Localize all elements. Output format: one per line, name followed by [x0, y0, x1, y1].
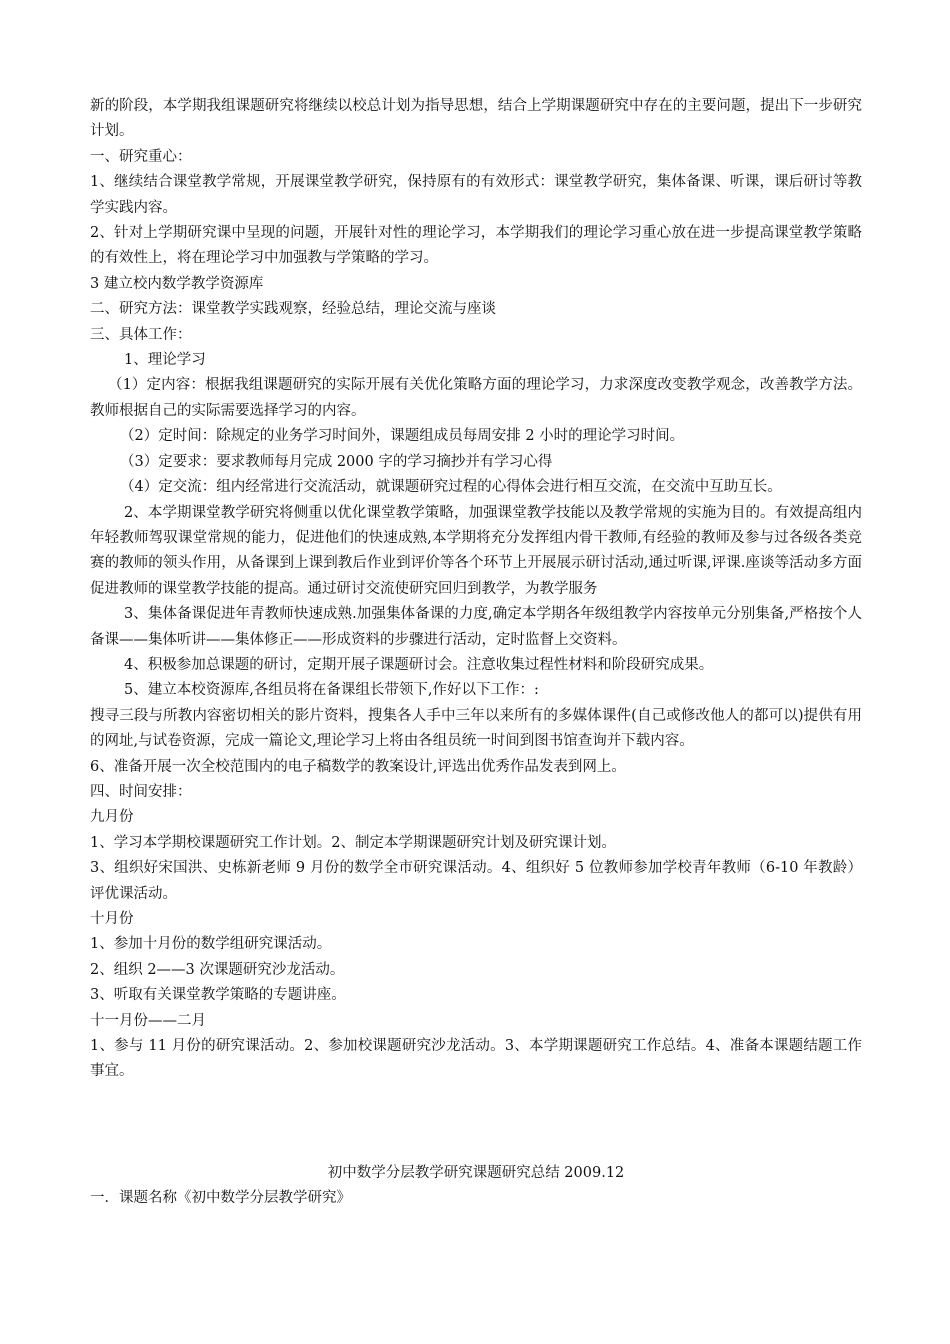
- paragraph: （3）定要求：要求教师每月完成 2000 字的学习摘抄并有学习心得: [120, 453, 553, 470]
- paragraph: 搜寻三段与所教内容密切相关的影片资料，搜集各人手中三年以来所有的多媒体课件(自己或修改他人的都可以)提供有用的网址,与试卷资源，完成一篇论文,理论学习上将由各组员统一时间到图书馆查询并下载内容。: [90, 707, 862, 750]
- summary-title: 初中数学分层教学研究课题研究总结 2009.12: [327, 1164, 625, 1181]
- paragraph: 1、参加十月份的数学组研究课活动。: [90, 936, 332, 953]
- paragraph: 3、听取有关课堂教学策略的专题讲座。: [90, 987, 346, 1004]
- paragraph: 十一月份——二月: [90, 1012, 206, 1029]
- section-gap: [90, 1085, 862, 1161]
- summary-item: 一．课题名称《初中数学分层教学研究》: [90, 1190, 351, 1207]
- paragraph: 四、时间安排：: [90, 783, 192, 800]
- paragraph: 2、针对上学期研究课中呈现的问题，开展针对性的理论学习，本学期我们的理论学习重心放在进一步提高课堂教学策略的有效性上，将在理论学习中加强教与学策略的学习。: [90, 225, 862, 267]
- paragraph: 6、准备开展一次全校范围内的电子稿数学的教案设计,评选出优秀作品发表到网上。: [90, 758, 626, 775]
- paragraph: 2、组织 2——3 次课题研究沙龙活动。: [90, 961, 345, 978]
- paragraph: 1、参与 11 月份的研究课活动。2、参加校课题研究沙龙活动。3、本学期课题研究工作总结。4、准备本课题结题工作事宜。: [90, 1038, 862, 1080]
- paragraph: （4）定交流：组内经常进行交流活动，就课题研究过程的心得体会进行相互交流，在交流中互助互长。: [120, 479, 782, 496]
- paragraph: 2、本学期课堂教学研究将侧重以优化课堂教学策略，加强课堂教学技能以及教学常规的实施为目的。有效提高组内年轻教师驾驭课堂常规的能力，促进他们的快速成熟,本学期将充分发挥组内骨干教师,有经验的教师及参与过各级各类竞赛的教师的领头作用，从备课到上课到教后作业到评价等各个环节上开展展示研讨活动,通过听课,评课.座谈等活动多方面促进教师的课堂教学技能的提高。通过研讨交流使研究回归到教学，为教学服务: [90, 504, 862, 597]
- paragraph: 1、学习本学期校课题研究工作计划。2、制定本学期课题研究计划及研究课计划。: [90, 834, 616, 851]
- paragraph: 3 建立校内数学教学资源库: [90, 275, 264, 292]
- paragraph: 三、具体工作：: [90, 326, 192, 343]
- paragraph: 3、组织好宋国洪、史栋新老师 9 月份的数学全市研究课活动。4、组织好 5 位教师参加学校青年教师（6-10 年教龄）评优课活动。: [90, 860, 862, 902]
- paragraph: 5、建立本校资源库,各组员将在备课组长带领下,作好以下工作：:: [124, 682, 539, 699]
- paragraph: 4、积极参加总课题的研讨，定期开展子课题研讨会。注意收集过程性材料和阶段研究成果。: [124, 656, 714, 673]
- document-body: [90, 94, 862, 1085]
- paragraph: 十月份: [90, 911, 134, 927]
- paragraph: 1、继续结合课堂教学常规，开展课堂教学研究，保持原有的有效形式：课堂教学研究，集体备课、听课，课后研讨等教学实践内容。: [90, 174, 862, 216]
- paragraph: 3、集体备课促进年青教师快速成熟.加强集体备课的力度,确定本学期各年级组教学内容按单元分别集备,严格按个人备课——集体听讲——集体修正——形成资料的步骤进行活动，定时监督上交资料。: [90, 606, 862, 648]
- paragraph: 新的阶段，本学期我组课题研究将继续以校总计划为指导思想，结合上学期课题研究中存在的主要问题，提出下一步研究计划。: [90, 98, 862, 140]
- paragraph: 1、理论学习: [124, 352, 206, 369]
- paragraph: （1）定内容：根据我组课题研究的实际开展有关优化策略方面的理论学习，力求深度改变教学观念，改善教学方法。教师根据自己的实际需要选择学习的内容。: [90, 377, 862, 419]
- paragraph: 一、研究重心：: [90, 148, 192, 165]
- paragraph: 二、研究方法：课堂教学实践观察，经验总结，理论交流与座谈: [90, 301, 496, 318]
- paragraph: 九月份: [90, 809, 134, 826]
- paragraph: （2）定时间：除规定的业务学习时间外，课题组成员每周安排 2 小时的理论学习时间。: [120, 428, 685, 445]
- document-page: [90, 94, 862, 1212]
